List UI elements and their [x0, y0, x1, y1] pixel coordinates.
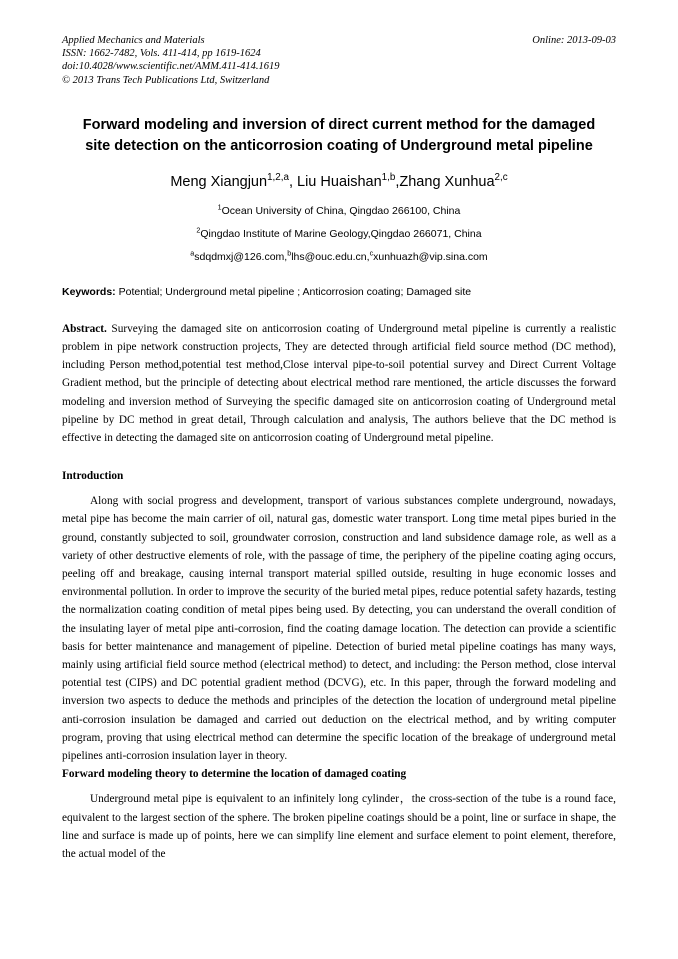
email-a: sdqdmxj@126.com, [194, 250, 288, 263]
subsection-paragraph-1: Underground metal pipe is equivalent to an infinitely long cylinder，the cross-section of the tube is a round face, equivalent to the largest section of the sphere. The broken pipeline coatings should be a point, line or surface in shape, the line and surface is made up of points, here we can simplify line element and surface element to point element, therefore, the actual model of the [62, 793, 616, 861]
email-c-sup: c [369, 249, 374, 258]
affiliation-1 [62, 203, 616, 219]
keywords-text: Potential; Underground metal pipeline ; Anticorrosion coating; Damaged site [115, 285, 472, 298]
keywords-block [62, 285, 616, 300]
abstract-text: Surveying the damaged site on anticorrosion coating of Underground metal pipeline is currently a realistic problem in pipe network construction projects, They are detected through artificial field source method (DC method), including Person method,potential test method,Close interval pipe-to-soil potential survey and Direct Current Voltage Gradient method, but the principle of detecting about electrical method rare mentioned, the article discusses the forward modeling and inversion method of Surveying the specific damaged site on anticorrosion coating of Underground metal pipeline by DC method in great detail, Through calculation and analysis, The authors believe that the DC method is effective in detecting the damaged site on anticorrosion coating of Underground metal pipeline. [62, 322, 616, 445]
copyright-line: © 2013 Trans Tech Publications Ltd, Switzerland [62, 74, 270, 86]
page-header [62, 34, 616, 87]
email-b-sup: b [287, 249, 292, 258]
affiliation-1-sup: 1 [217, 203, 222, 212]
online-date: Online: 2013-09-03 [532, 35, 616, 46]
header-journal-info [62, 34, 279, 87]
author-3-name: ,Zhang Xunhua [395, 173, 495, 190]
keywords-label: Keywords: [62, 285, 116, 298]
affiliation-block [62, 203, 616, 265]
subsection-heading-forward-modeling: Forward modeling theory to determine the location of damaged coating [62, 768, 407, 781]
author-list [62, 172, 616, 192]
journal-name: Applied Mechanics and Materials [62, 35, 205, 46]
doi-line: doi:10.4028/www.scientific.net/AMM.411-414.1619 [62, 61, 280, 73]
affiliation-2-text: Qingdao Institute of Marine Geology,Qingdao 266071, China [200, 227, 482, 240]
introduction-paragraph-1: Along with social progress and development, transport of various substances complete underground, nowadays, metal pipe has become the main carrier of oil, natural gas, domestic water transport. Long time metal pipes buried in the ground, constantly subjected to soil, groundwater corrosion, construction and land subsidence damage role, as well as a variety of other destructive elements of role, with the passage of time, the periphery of the pipeline coating aging occurs, peeling off and breakage, causing internal transport material spilled outside, resulting in huge economic losses and environmental pollution. In order to improve the security of the buried metal pipes, reduce potential safety hazards, testing the normalization coating condition of metal pipes being used. By detecting, you can understand the overall condition of the insulating layer of metal pipe anti-corrosion, find the coating damage location. The detection can provide a scientific basis for better maintenance and management of pipeline. Detection of buried metal pipeline coatings has many ways, mainly using artificial field source method (electrical method) to detect, and including: the Person method, close interval potential test (CIPS) and DC potential gradient method (DCVG), etc. In this paper, through the forward modeling and inversion two aspects to deduce the methods and principles of the detection the location of underground metal pipeline anti-corrosion insulation be damaged and carried out deduction on the electrical method, and by writing computer program, proving that using electrical method can determine the specific location of the breakage of underground metal pipelines anti-corrosion insulation layer in theory. [62, 495, 617, 763]
email-c: xunhuazh@vip.sina.com [373, 250, 488, 263]
email-line [62, 249, 616, 265]
abstract-block [62, 320, 616, 447]
section-heading-introduction: Introduction [62, 470, 124, 483]
affiliation-2-sup: 2 [196, 226, 201, 235]
author-2-name: , Liu Huaishan [288, 173, 382, 190]
affiliation-2 [62, 226, 616, 242]
author-1-sup: 1,2,a [267, 171, 289, 183]
author-1-name: Meng Xiangjun [170, 173, 268, 190]
page-title: Forward modeling and inversion of direct current method for the damaged site detection on the anticorrosion coating of Underground metal pipeline [82, 116, 596, 154]
author-3-sup: 2,c [494, 171, 508, 183]
author-2-sup: 1,b [381, 171, 396, 183]
email-a-sup: a [190, 249, 195, 258]
affiliation-1-text: Ocean University of China, Qingdao 266100, China [221, 204, 461, 217]
abstract-label: Abstract. [62, 322, 107, 335]
email-b: lhs@ouc.edu.cn, [291, 250, 370, 263]
issn-line: ISSN: 1662-7482, Vols. 411-414, pp 1619-1624 [62, 48, 261, 60]
